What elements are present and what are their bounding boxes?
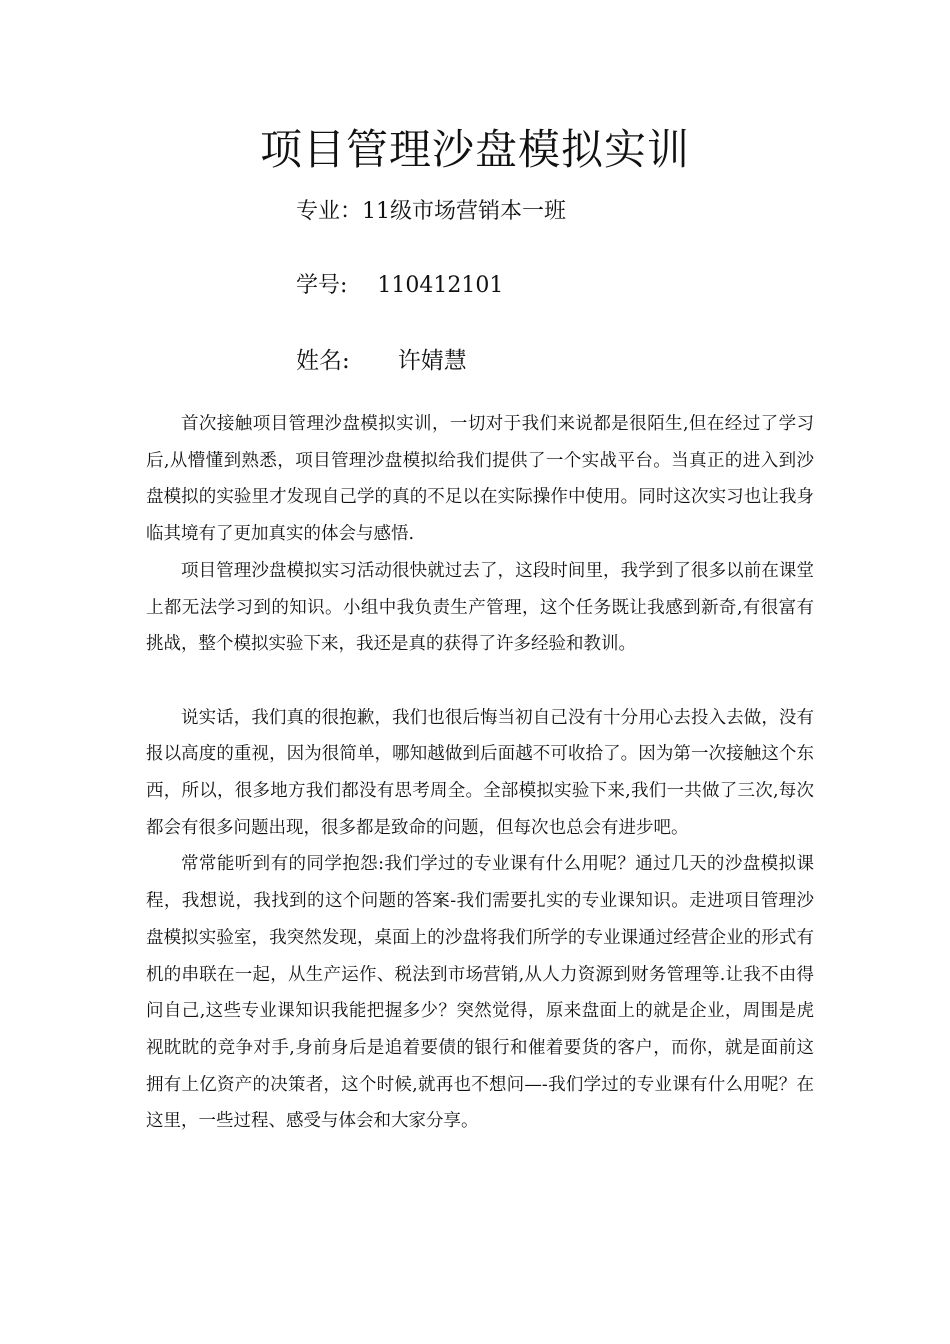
paragraph: 说实话，我们真的很抱歉，我们也很后悔当初自己没有十分用心去投入去做，没有报以高度的重视，因为很简单，哪知越做到后面越不可收拾了。因为第一次接触这个东西，所以，很多地方我们都没有思考周全。全部模拟实验下来,我们一共做了三次,每次都会有很多问题出现，很多都是致命的问题，但每次也总会有进步吧。 xyxy=(146,707,814,838)
major-value: 11级市场营销本一班 xyxy=(362,199,567,224)
major-line xyxy=(296,196,566,228)
name-label: 姓名: xyxy=(296,348,350,374)
paragraph: 首次接触项目管理沙盘模拟实训，一切对于我们来说都是很陌生,但在经过了学习后,从懵懂到熟悉，项目管理沙盘模拟给我们提供了一个实战平台。当真正的进入到沙盘模拟的实验里才发现自己学的真的不足以在实际操作中使用。同时这次实习也让我身临其境有了更加真实的体会与感悟. xyxy=(146,414,814,545)
name-value: 许婧慧 xyxy=(397,348,467,374)
paragraph: 常常能听到有的同学抱怨:我们学过的专业课有什么用呢？通过几天的沙盘模拟课程，我想说，我找到的这个问题的答案-我们需要扎实的专业课知识。走进项目管理沙盘模拟实验室，我突然发现，桌面上的沙盘将我们所学的专业课通过经营企业的形式有机的串联在一起，从生产运作、税法到市场营销,从人力资源到财务管理等.让我不由得问自己,这些专业课知识我能把握多少？突然觉得，原来盘面上的就是企业，周围是虎视眈眈的竞争对手,身前身后是追着要债的银行和催着要货的客户，而你，就是面前这拥有上亿资产的决策者，这个时候,就再也不想问—-我们学过的专业课有什么用呢？在这里，一些过程、感受与体会和大家分享。 xyxy=(146,854,814,1132)
paragraph: 项目管理沙盘模拟实习活动很快就过去了，这段时间里，我学到了很多以前在课堂上都无法学习到的知识。小组中我负责生产管理，这个任务既让我感到新奇,有很富有挑战，整个模拟实验下来，我还是真的获得了许多经验和教训。 xyxy=(146,560,814,655)
student-id-label: 学号: xyxy=(296,273,348,298)
student-id-value: 110412101 xyxy=(377,273,504,298)
body-text xyxy=(146,406,814,1140)
name-line xyxy=(296,345,467,377)
student-id-line xyxy=(296,270,503,302)
document-title: 项目管理沙盘模拟实训 xyxy=(259,125,690,174)
major-label: 专业： xyxy=(296,199,363,224)
